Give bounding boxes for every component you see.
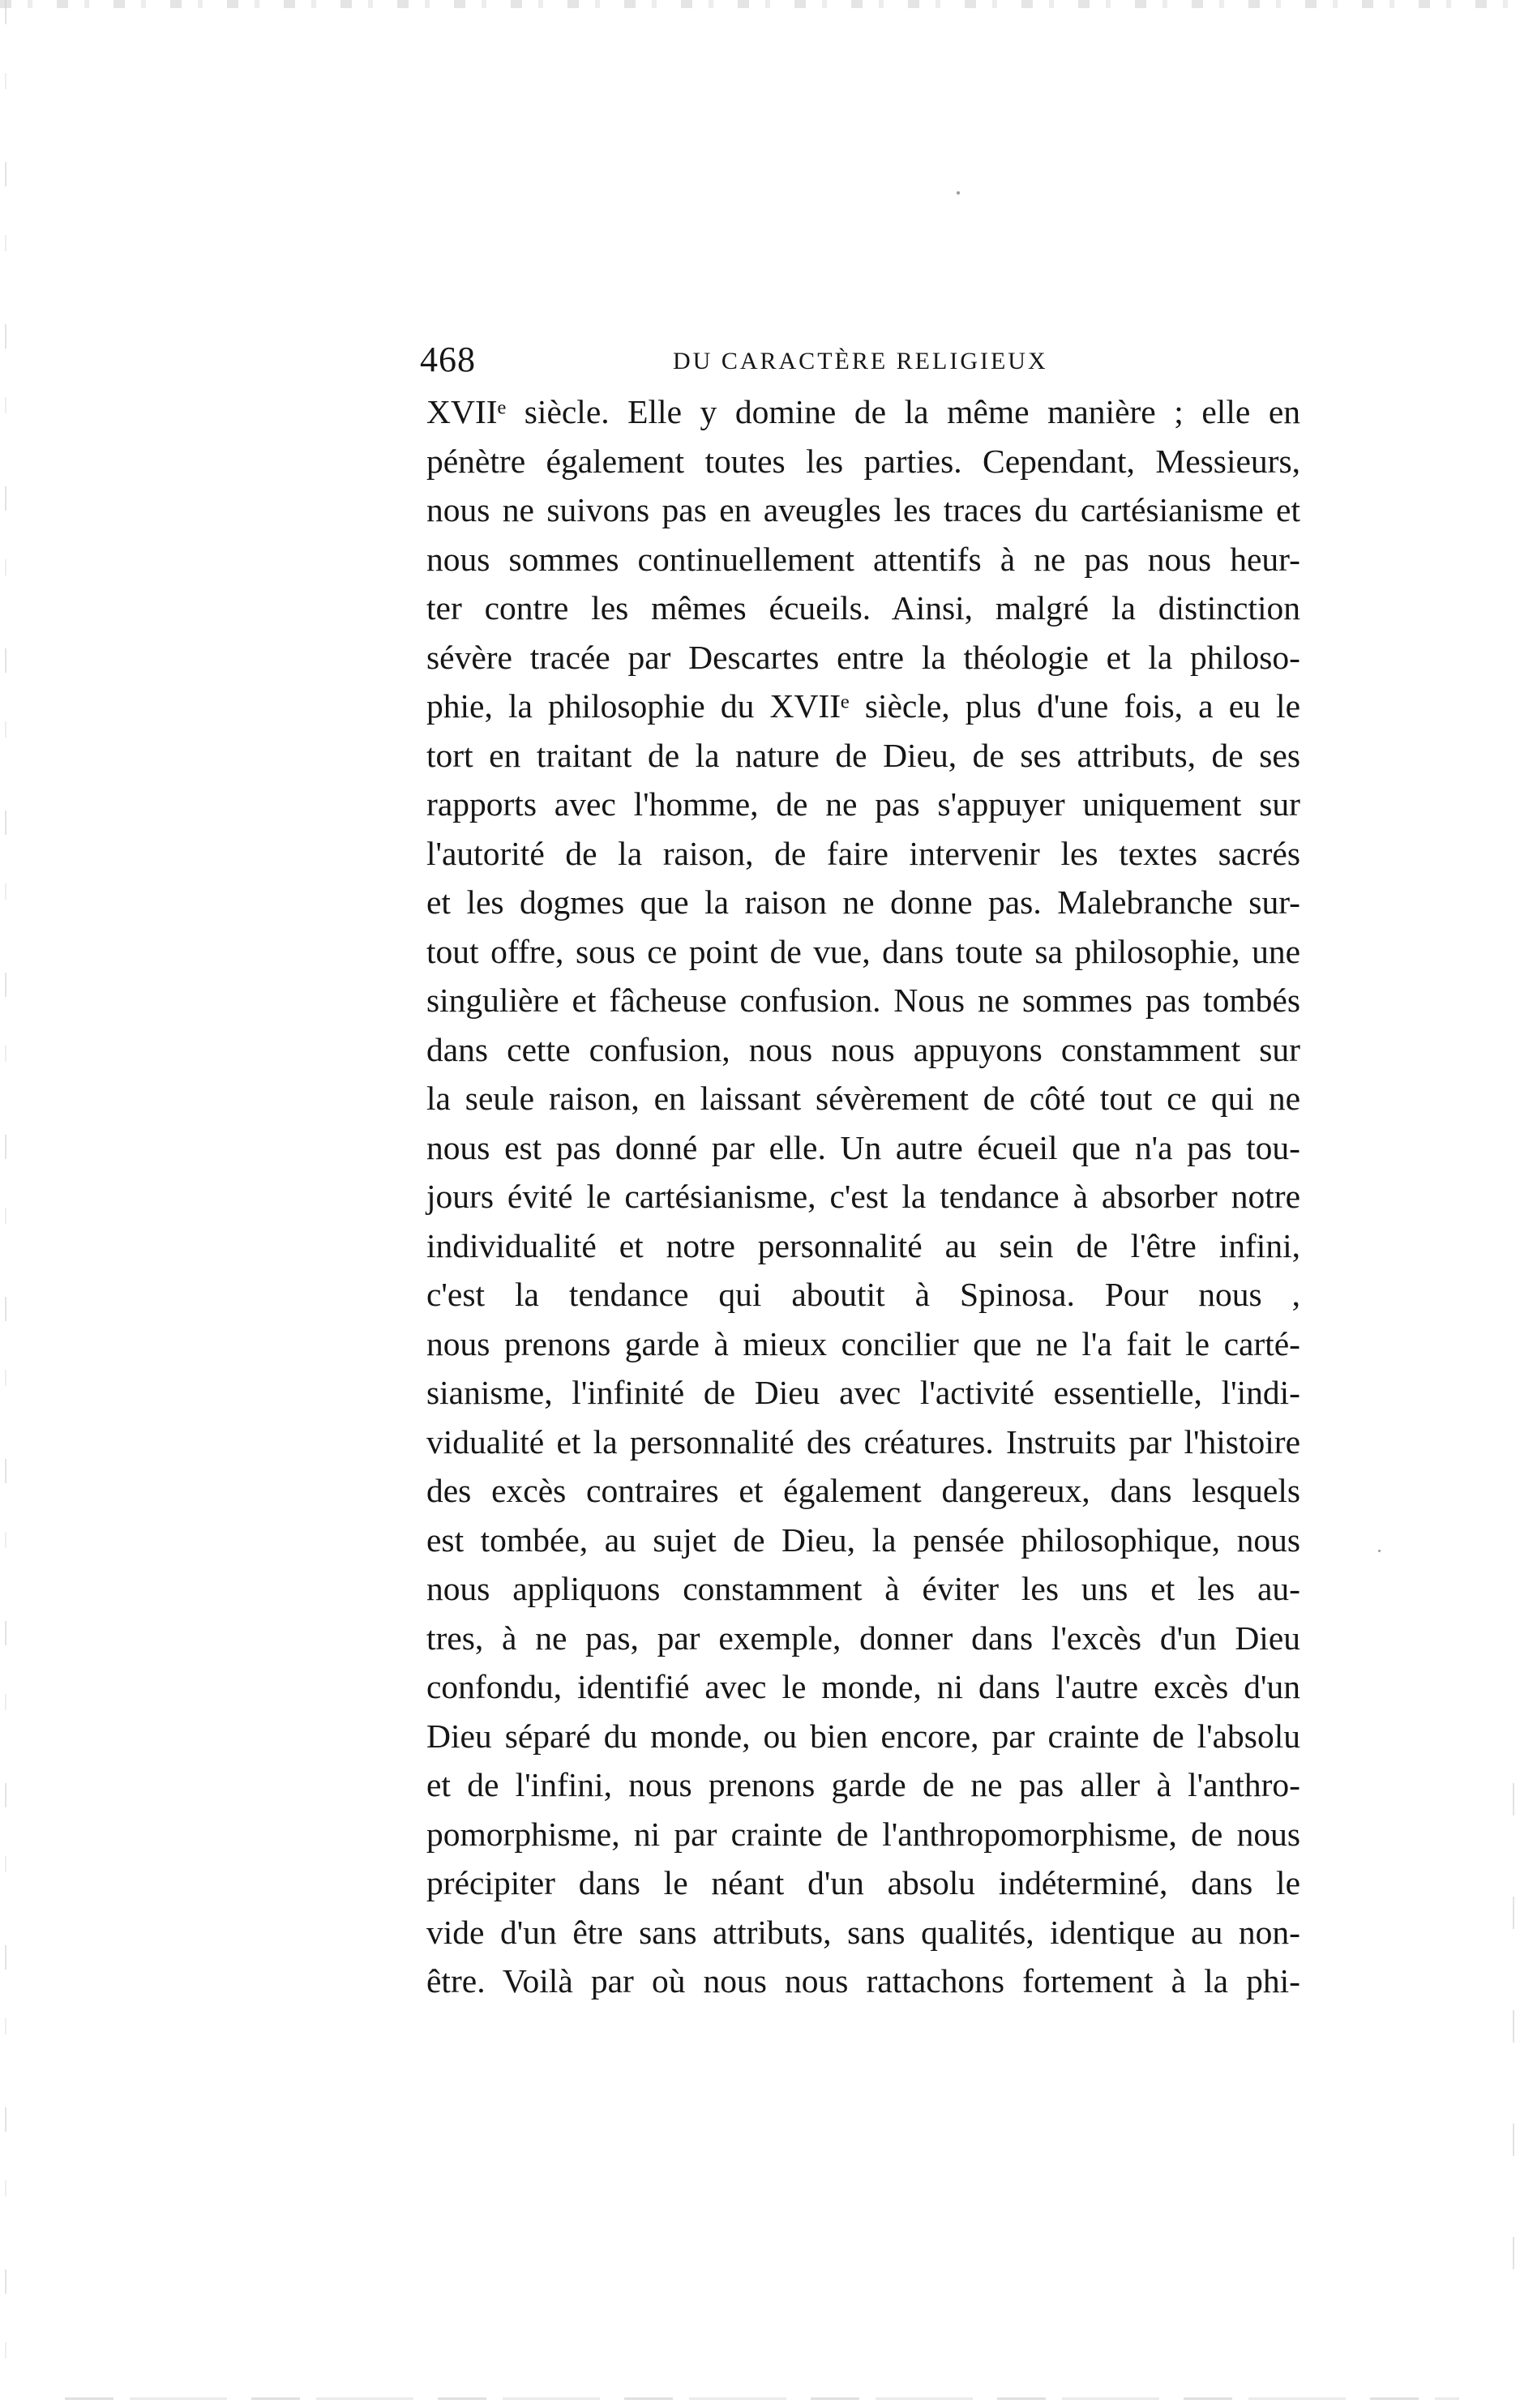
text-line: confondu, identifié avec le monde, ni dans l'autre excès d'un: [426, 1668, 1300, 1705]
text-line: individualité et notre personnalité au sein de l'être infini,: [426, 1226, 1300, 1264]
body-text: [426, 387, 1300, 2006]
text-line: vide d'un être sans attributs, sans qualités, identique au non-: [426, 1913, 1300, 1951]
text-line: la seule raison, en laissant sévèrement de côté tout ce qui ne: [426, 1080, 1300, 1117]
text-line: tres, à ne pas, par exemple, donner dans l'excès d'un Dieu: [426, 1619, 1300, 1657]
scan-speck: [957, 191, 960, 195]
scan-speck: [1378, 1550, 1381, 1552]
text-line: l'autorité de la raison, de faire intervenir les textes sacrés: [426, 834, 1300, 872]
text-line: vidualité et la personnalité des créatures. Instruits par l'histoire: [426, 1422, 1300, 1461]
text-line: c'est la tendance qui aboutit à Spinosa. Pour nous ,: [426, 1276, 1300, 1313]
text-line: pénètre également toutes les parties. Cependant, Messieurs,: [426, 442, 1300, 480]
text-line: nous prenons garde à mieux concilier que ne l'a fait le carté-: [426, 1324, 1300, 1362]
text-line: est tombée, au sujet de Dieu, la pensée philosophique, nous: [426, 1521, 1300, 1559]
text-line: phie, la philosophie du XVIIᵉ siècle, plus d'une fois, a eu le: [426, 687, 1300, 725]
text-line: ter contre les mêmes écueils. Ainsi, malgré la distinction: [426, 589, 1300, 627]
scan-edge-bottom: [65, 2397, 1459, 2400]
text-line: pomorphisme, ni par crainte de l'anthropomorphisme, de nous: [426, 1815, 1300, 1853]
text-line: jours évité le cartésianisme, c'est la tendance à absorber notre: [426, 1178, 1300, 1215]
text-line: être. Voilà par où nous nous rattachons fortement à la phi-: [426, 1962, 1300, 2000]
text-line: nous est pas donné par elle. Un autre écueil que n'a pas tou-: [426, 1128, 1300, 1166]
text-line: dans cette confusion, nous nous appuyons constamment sur: [426, 1030, 1300, 1068]
text-line: sévère tracée par Descartes entre la théologie et la philoso-: [426, 638, 1300, 676]
running-head: DU CARACTÈRE RELIGIEUX: [673, 348, 1048, 374]
text-line: nous sommes continuellement attentifs à ne pas nous heur-: [426, 540, 1300, 578]
text-line: Dieu séparé du monde, ou bien encore, par crainte de l'absolu: [426, 1717, 1300, 1755]
scan-edge-left: [5, 0, 6, 2408]
scan-edge-top: [0, 0, 1520, 8]
text-line: nous appliquons constamment à éviter les uns et les au-: [426, 1570, 1300, 1607]
text-line: singulière et fâcheuse confusion. Nous ne sommes pas tombés: [426, 982, 1300, 1019]
page-header: [420, 337, 1295, 386]
text-line: des excès contraires et également dangereux, dans lesquels: [426, 1472, 1300, 1509]
text-line: tout offre, sous ce point de vue, dans toute sa philosophie, une: [426, 932, 1300, 970]
text-line: tort en traitant de la nature de Dieu, de ses attributs, de ses: [426, 736, 1300, 774]
text-line: sianisme, l'infinité de Dieu avec l'activité essentielle, l'indi-: [426, 1374, 1300, 1411]
text-line: et de l'infini, nous prenons garde de ne pas aller à l'anthro-: [426, 1766, 1300, 1803]
page-number: 468: [420, 340, 476, 379]
text-line: nous ne suivons pas en aveugles les traces du cartésianisme et: [426, 491, 1300, 528]
text-line: XVIIᵉ siècle. Elle y domine de la même manière ; elle en: [426, 393, 1300, 430]
text-line: précipiter dans le néant d'un absolu indéterminé, dans le: [426, 1864, 1300, 1901]
text-line: et les dogmes que la raison ne donne pas. Malebranche sur-: [426, 883, 1300, 921]
scan-edge-right: [1513, 1783, 1514, 2350]
text-line: rapports avec l'homme, de ne pas s'appuyer uniquement sur: [426, 785, 1300, 823]
